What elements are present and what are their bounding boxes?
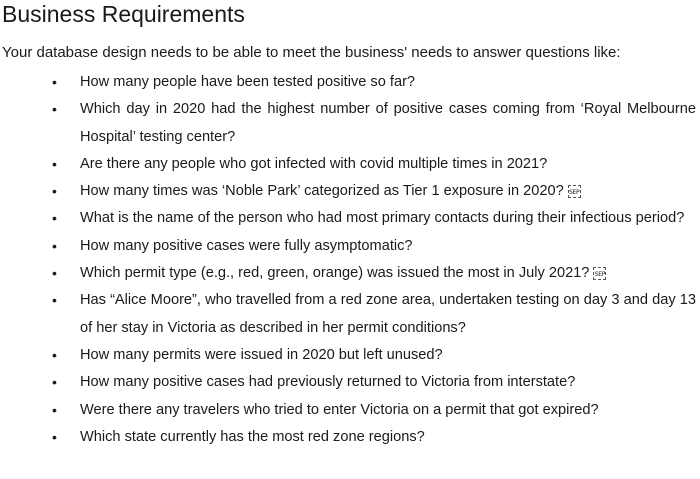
bullet-icon: • [52, 101, 57, 118]
requirements-list [0, 69, 700, 451]
list-item-text: How many positive cases had previously returned to Victoria from interstate? [80, 374, 576, 391]
bullet-icon: • [52, 292, 57, 309]
list-item [0, 397, 700, 424]
list-item-text: Which permit type (e.g., red, green, orange) was issued the most in July 2021? [80, 265, 590, 282]
list-item-text: What is the name of the person who had most primary contacts during their infectious period? [80, 210, 685, 227]
list-item [0, 178, 700, 205]
list-item [0, 424, 700, 451]
bullet-icon: • [52, 237, 57, 254]
list-item [0, 151, 700, 178]
list-item [0, 69, 700, 96]
bullet-icon: • [52, 210, 57, 227]
list-item-text: How many times was ‘Noble Park’ categorized as Tier 1 exposure in 2020? [80, 183, 564, 200]
list-item-text: Which state currently has the most red zone regions? [80, 428, 425, 445]
sep-placeholder-icon: SEP [593, 267, 606, 280]
bullet-icon: • [52, 183, 57, 200]
list-item [0, 96, 700, 151]
list-item-text: Were there any travelers who tried to enter Victoria on a permit that got expired? [80, 401, 599, 418]
list-item [0, 369, 700, 396]
list-item-text: Which day in 2020 had the highest number of positive cases coming from ‘Royal Melbourne Hospital’ testing center? [80, 101, 696, 145]
list-item-text: Has “Alice Moore”, who travelled from a red zone area, undertaken testing on day 3 and day 13 of her stay in Victoria as described in her permit conditions? [80, 292, 696, 336]
list-item-text: How many positive cases were fully asymptomatic? [80, 237, 413, 254]
list-item [0, 233, 700, 260]
sep-placeholder-icon: SEP [568, 185, 581, 198]
bullet-icon: • [52, 428, 57, 445]
list-item-text: How many people have been tested positive so far? [80, 74, 416, 90]
bullet-icon: • [52, 265, 57, 282]
list-item [0, 205, 700, 232]
page-title: Business Requirements [2, 1, 245, 27]
bullet-icon: • [52, 74, 57, 90]
bullet-icon: • [52, 155, 57, 172]
bullet-icon: • [52, 346, 57, 363]
list-item-text: Are there any people who got infected with covid multiple times in 2021? [80, 155, 548, 172]
list-item [0, 287, 700, 342]
bullet-icon: • [52, 401, 57, 418]
list-item [0, 260, 700, 287]
list-item [0, 342, 700, 369]
intro-paragraph: Your database design needs to be able to meet the business' needs to answer questions like: [2, 44, 621, 61]
bullet-icon: • [52, 374, 57, 391]
list-item-text: How many permits were issued in 2020 but left unused? [80, 346, 443, 363]
